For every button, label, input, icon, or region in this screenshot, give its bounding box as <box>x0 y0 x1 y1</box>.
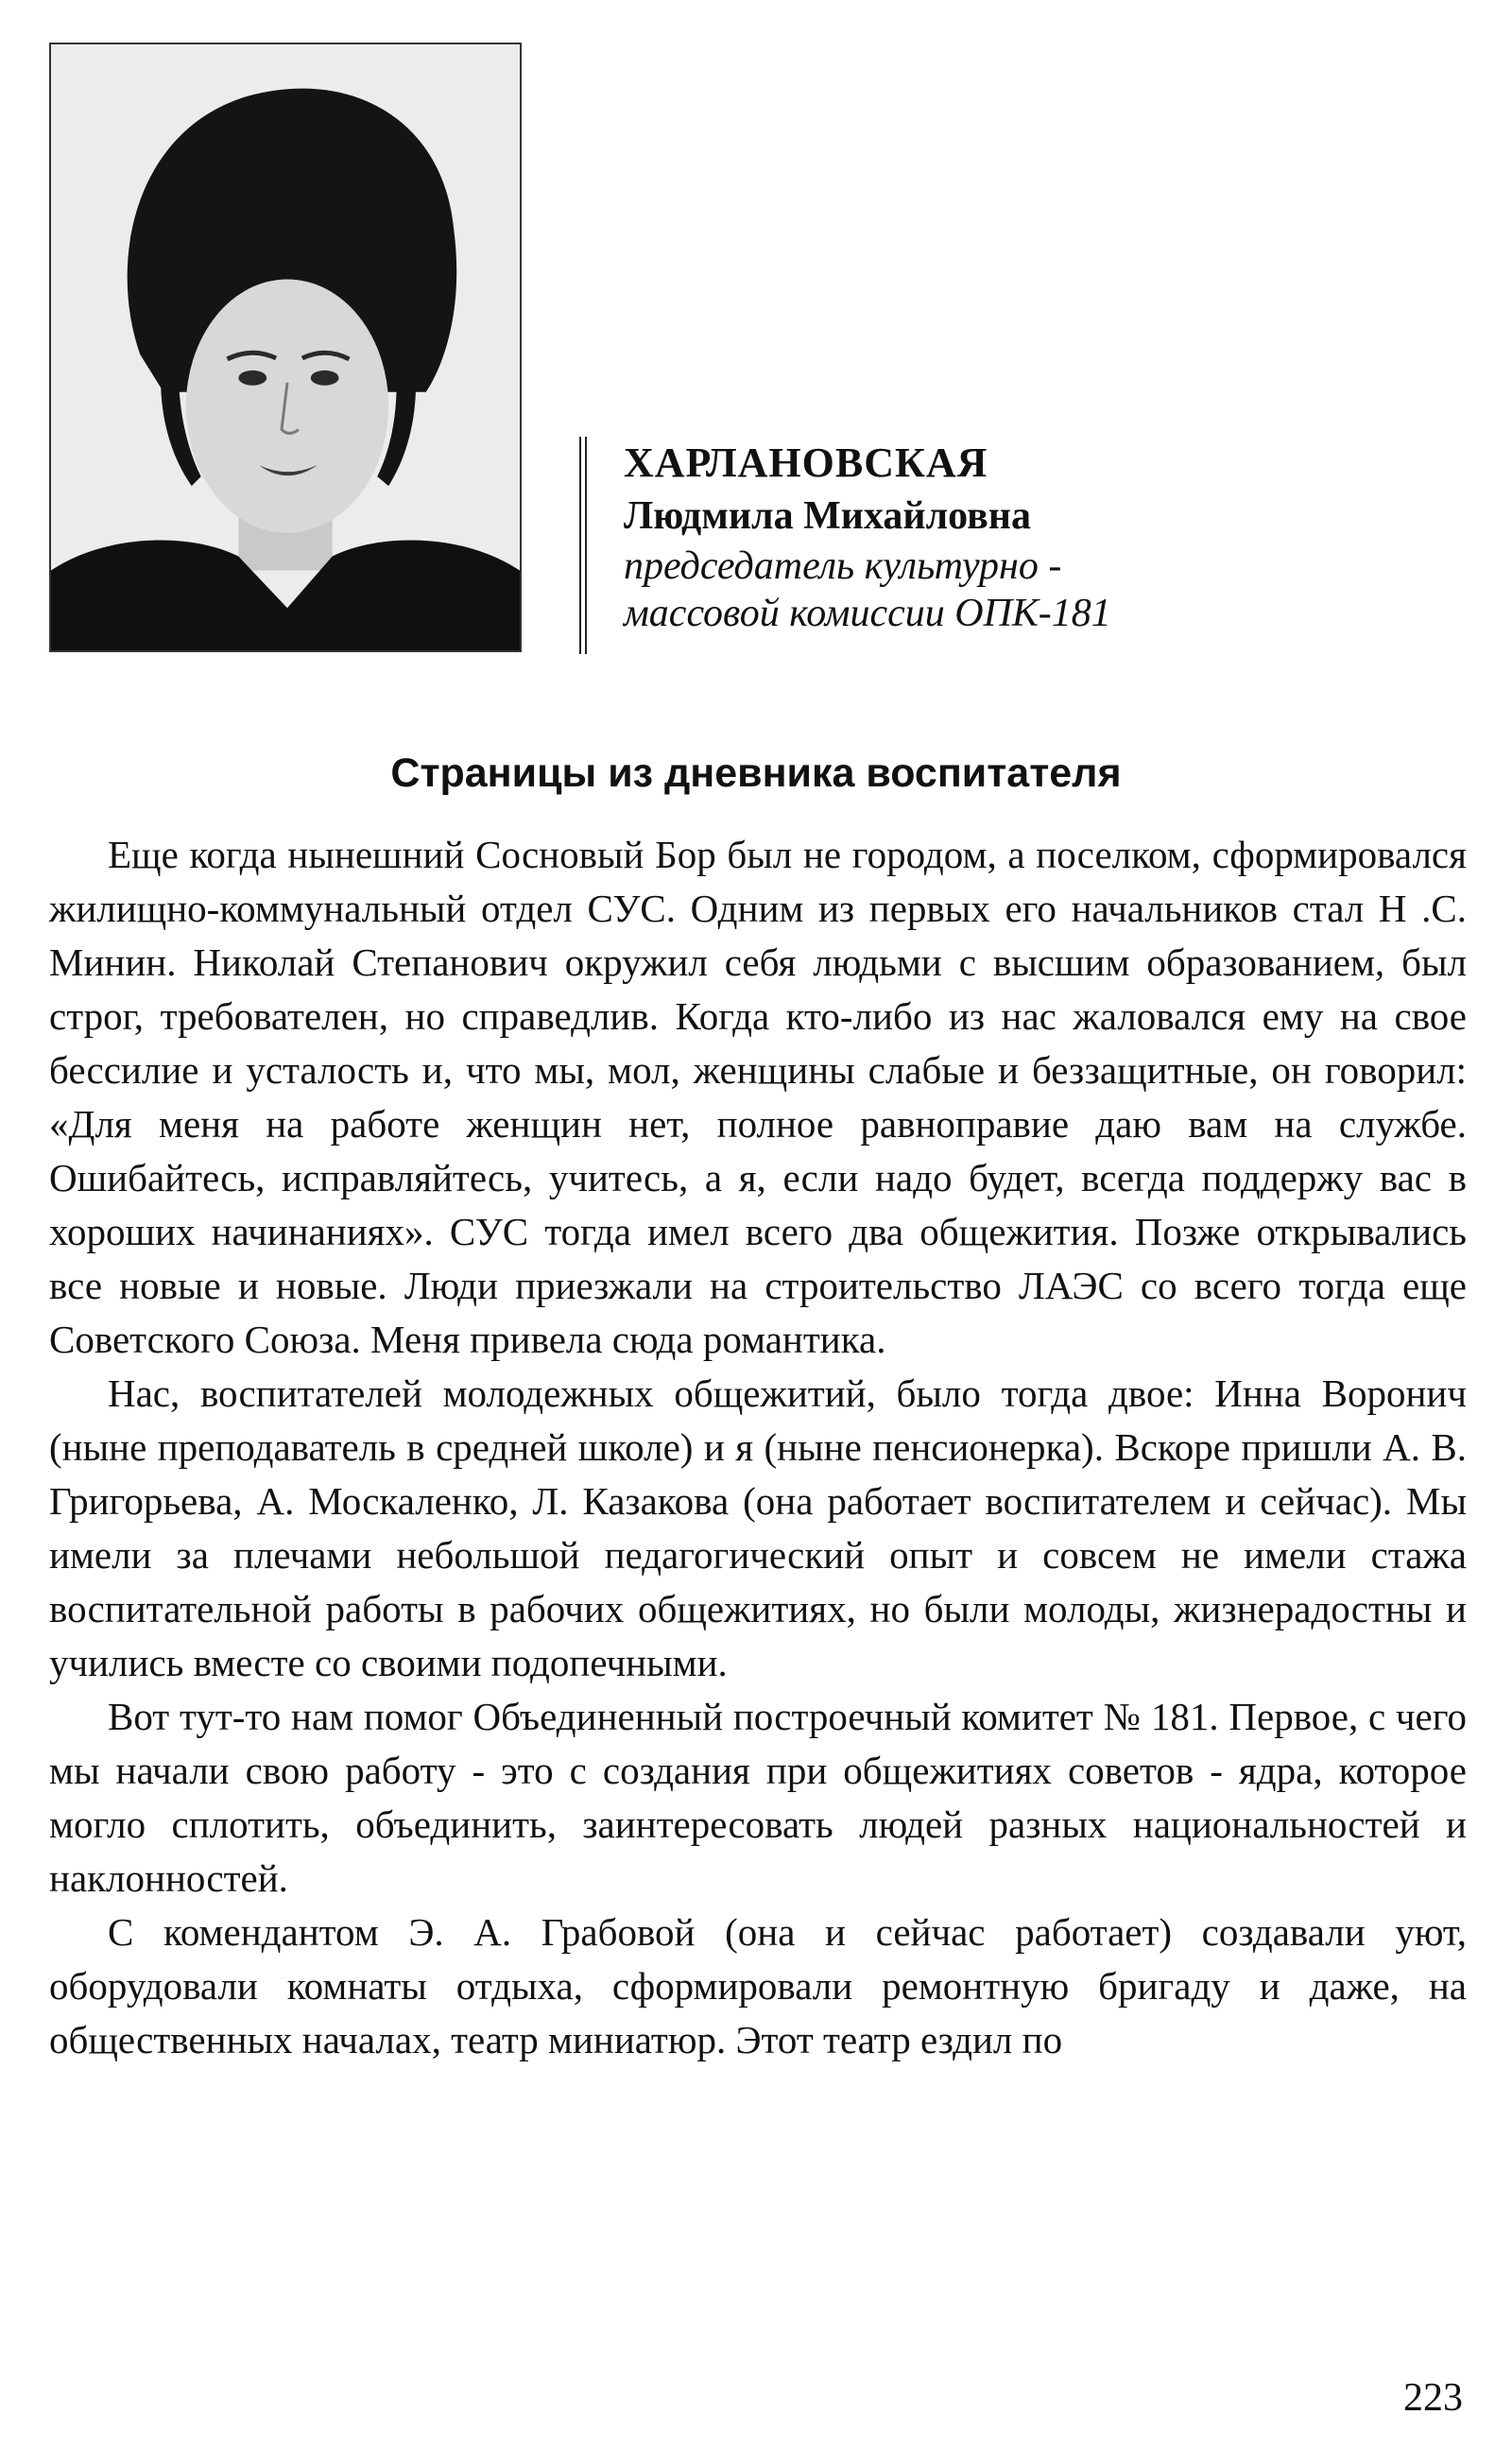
portrait-illustration <box>51 44 520 650</box>
author-surname: ХАРЛАНОВСКАЯ <box>624 440 988 486</box>
paragraph: Нас, воспитателей молодежных общежитий, было тогда двое: Инна Воронич (ныне преподаватель в средней школе) и я (ныне пенсионерка). Вскоре пришли А. В. Григорьева, А. Москаленко, Л. Казакова (она работает воспитателем и сейчас). Мы имели за плечами небольшой педагогический опыт и совсем не имели стажа воспитательной работы в рабочих общежитиях, но были молоды, жизнерадостны и учились вместе со своими подопечными. <box>49 1371 1467 1684</box>
paragraph: Еще когда нынешний Сосновый Бор был не городом, а поселком, сформировался жилищно-коммунальный отдел СУС. Одним из первых его начальников стал Н .С. Минин. Николай Степанович окружил себя людьми с высшим образованием, был строг, требователен, но справедлив. Когда кто-либо из нас жаловался ему на свое бессилие и усталость и, что мы, мол, женщины слабые и беззащитные, он говорил: «Для меня на работе женщин нет, полное равноправие даю вам на службе. Ошибайтесь, исправляйтесь, учитесь, а я, если надо будет, всегда поддержу вас в хороших начинаниях». СУС тогда имел всего два общежития. Позже открывались все новые и новые. Люди приезжали на строительство ЛАЭС со всего тогда еще Советского Союза. Меня привела сюда романтика. <box>49 833 1467 1361</box>
article-body <box>49 828 1467 2067</box>
author-block <box>624 437 1455 637</box>
author-name: Людмила Михайловна <box>624 494 1031 538</box>
author-role-line-1: председатель культурно - <box>624 544 1062 588</box>
article-title: Страницы из дневника воспитателя <box>390 750 1122 796</box>
author-divider <box>579 437 587 654</box>
author-role-line-2: массовой комиссии ОПК-181 <box>624 592 1111 635</box>
page-number: 223 <box>1403 2376 1463 2420</box>
paragraph: Вот тут-то нам помог Объединенный построечный комитет № 181. Первое, с чего мы начали свою работу - это с создания при общежитиях советов - ядра, которое могло сплотить, объединить, заинтересовать людей разных национальностей и наклонностей. <box>49 1695 1467 1900</box>
paragraph: С комендантом Э. А. Грабовой (она и сейчас работает) создавали уют, оборудовали комнаты отдыха, сформировали ремонтную бригаду и даже, на общественных началах, театр миниатюр. Этот театр ездил по <box>49 1910 1467 2061</box>
portrait-photo <box>49 43 522 652</box>
